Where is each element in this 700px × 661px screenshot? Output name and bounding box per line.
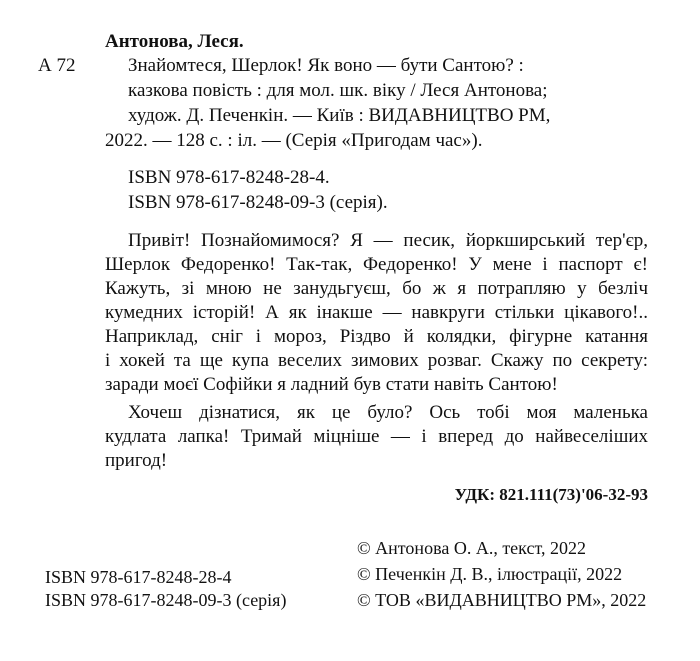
annotation-line-7: заради моєї Софійки я ладний був стати навіть Сантою! — [105, 374, 558, 395]
annotation-line-6: і хокей та ще купа веселих зимових розваг. Скажу по секрету: — [105, 350, 648, 371]
annotation-line-3: Кажуть, зі мною не занудьгуєш, бо ж я потрапляю у безліч — [105, 278, 648, 299]
copyright-text: © Антонова О. А., текст, 2022 — [357, 538, 586, 558]
copyright-publisher: © ТОВ «ВИДАВНИЦТВО РМ», 2022 — [357, 590, 647, 610]
isbn-line-2: ISBN 978-617-8248-09-3 (серія). — [128, 192, 388, 213]
annotation-line-10: пригод! — [105, 450, 168, 471]
copyright-illustrations: © Печенкін Д. В., ілюстрації, 2022 — [357, 564, 623, 584]
annotation-line-9: кудлата лапка! Тримай міцніше — і вперед до найвеселіших — [105, 426, 648, 447]
description-line-1: Знайомтеся, Шерлок! Як воно — бути Сантою? : — [128, 55, 524, 76]
footer-isbn-1: ISBN 978-617-8248-28-4 — [45, 567, 232, 587]
annotation-line-5: Наприклад, сніг і мороз, Різдво й колядки, фігурне катання — [105, 326, 648, 347]
author-heading: Антонова, Леся. — [105, 31, 244, 52]
description-line-2: казкова повість : для мол. шк. віку / Леся Антонова; — [128, 80, 548, 101]
annotation-line-4: кумедних історій! А як інакше — навкруги стільки цікавого!.. — [105, 302, 648, 323]
description-line-4: 2022. — 128 с. : іл. — (Серія «Пригодам час»). — [105, 130, 483, 151]
annotation-line-8: Хочеш дізнатися, як це було? Ось тобі моя маленька — [128, 402, 648, 423]
index-code: А 72 — [38, 55, 76, 76]
annotation-line-2: Шерлок Федоренко! Так-так, Федоренко! У мене і паспорт є! — [105, 254, 648, 275]
udc-code: УДК: 821.111(73)'06-32-93 — [454, 485, 648, 504]
annotation-line-1: Привіт! Познайомимося? Я — песик, йоркширський тер'єр, — [128, 230, 648, 251]
isbn-line-1: ISBN 978-617-8248-28-4. — [128, 167, 330, 188]
description-line-3: худож. Д. Печенкін. — Київ : ВИДАВНИЦТВО РМ, — [128, 105, 551, 126]
footer-isbn-2: ISBN 978-617-8248-09-3 (серія) — [45, 590, 287, 610]
